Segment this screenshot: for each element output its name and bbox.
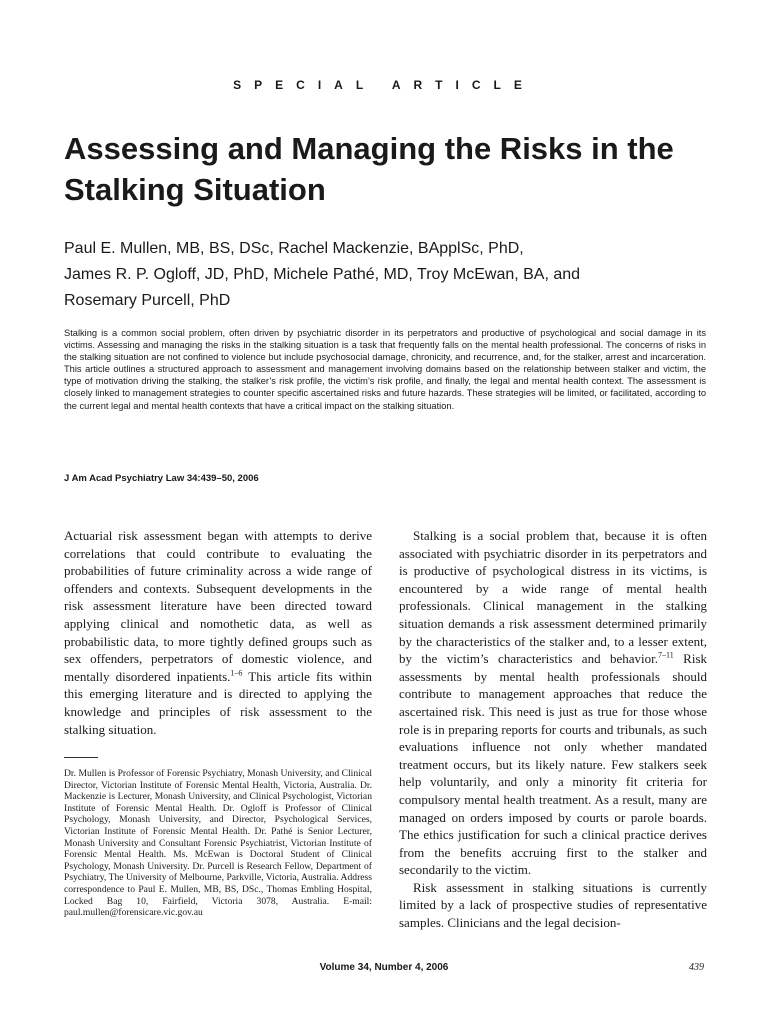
- reference-superscript: 1–6: [230, 668, 243, 678]
- page-number: 439: [689, 962, 704, 973]
- right-paragraph-1-tail: Risk assessments by mental health professionals should contribute to management approaches that reduce the ascertained risk. This need is just as true for those whose role is in preparing reports for courts and tribunals, as such evaluations influence not only whether mandated treatment occurs, but its likely nature. Few stalkers seek help voluntarily, and only a minority fit criteria for compulsory mental health treatment. As a result, many are managed on orders imposed by courts or parole boards. The ethics justification for such a clinical practice derives from the benefits accruing first to the stalker and secondarily to the victim.: [399, 651, 708, 878]
- author-list: [64, 236, 684, 314]
- article-title: Assessing and Managing the Risks in the Stalking Situation: [64, 131, 674, 207]
- left-paragraph-1-tail: This article fits within this emerging literature and is directed to applying the knowledge and principles of risk assessment to the stalking situation.: [64, 668, 372, 737]
- right-paragraph-1-text: Stalking is a social problem that, because it is often associated with psychiatric disorder in its perpetrators and is productive of psychological distress in its victims, is encountered by a wide range of mental health professionals. Clinical management in the stalking situation demands a risk assessment determined primarily by the characteristics of the stalker and, to a lesser extent, by the victim’s characteristics and behavior.: [399, 528, 707, 667]
- article-type-kicker: SPECIAL ARTICLE: [233, 78, 535, 92]
- right-column: [399, 527, 707, 932]
- journal-citation: J Am Acad Psychiatry Law 34:439–50, 2006: [64, 473, 259, 484]
- author-affiliation-footnote: Dr. Mullen is Professor of Forensic Psychiatry, Monash University, and Clinical Director, Victorian Institute of Forensic Mental Health, Victoria, Australia. Dr. Mackenzie is Lecturer, Monash University, and Clinical Psychologist, Victorian Institute of Forensic Mental Health. Dr. Ogloff is Professor of Clinical Psychology, Monash University, and Director, Psychological Services, Victorian Institute of Forensic Mental Health. Dr. Pathé is Senior Lecturer, Monash University and Consultant Forensic Psychiatrist, Victorian Institute of Forensic Mental Health. Ms. McEwan is Doctoral Student of Clinical Psychology, Monash University. Dr. Purcell is Research Fellow, Department of Psychiatry, The University of Melbourne, Parkville, Victoria, Australia. Address correspondence to Paul E. Mullen, MB, BS, DSc., Thomas Embling Hospital, Locked Bag 10, Fairfield, Victoria 3078, Australia. E-mail: paul.mullen@forensicare.vic.gov.au: [64, 768, 372, 919]
- right-paragraph-2: Risk assessment in stalking situations is currently limited by a lack of prospective studies of representative samples. Clinicians and the legal decision-: [399, 879, 707, 931]
- abstract: Stalking is a common social problem, often driven by psychiatric disorder in its perpetrators and productive of psychological and social damage in its victims. Assessing and managing the risks in the stalking situation is a task that frequently falls on the mental health professional. The concerns of risks in the stalking situation are not confined to violence but include psychosocial damage, chronicity, and recurrence, and, for the stalker, arrest and incarceration. This article outlines a structured approach to assessment and management involving domains based on the relationship between stalker and victim, the type of motivation driving the stalking, the stalker’s risk profile, the victim’s risk profile, and finally, the legal and mental health context. The assessment is closely linked to management strategies to counter specific ascertained risks and future hazards. These strategies will be limited, or facilitated, according to the current legal and mental health contexts that have a critical impact on the stalking situation.: [64, 328, 706, 411]
- left-paragraph-1-text: Actuarial risk assessment began with attempts to derive correlations that could contribute to evaluating the probabilities of future criminality across a wide range of offenders and contexts. Subsequent developments in the risk assessment literature have been directed toward applying clinical and nomothetic data, as well as probabilistic data, to more tightly defined groups such as sex offenders, perpetrators of domestic violence, and mentally disordered inpatients.: [64, 528, 372, 684]
- left-column: [64, 527, 372, 738]
- author-line-2: James R. P. Ogloff, JD, PhD, Michele Pathé, MD, Troy McEwan, BA, and: [64, 266, 581, 283]
- reference-superscript: 7–11: [658, 650, 674, 660]
- left-paragraph-1: [64, 527, 372, 738]
- right-paragraph-1: [399, 527, 707, 879]
- author-line-1: Paul E. Mullen, MB, BS, DSc, Rachel Mackenzie, BApplSc, PhD,: [64, 240, 524, 257]
- author-line-3: Rosemary Purcell, PhD: [64, 292, 231, 309]
- footnote-rule: [64, 757, 98, 758]
- volume-footer: Volume 34, Number 4, 2006: [319, 962, 449, 973]
